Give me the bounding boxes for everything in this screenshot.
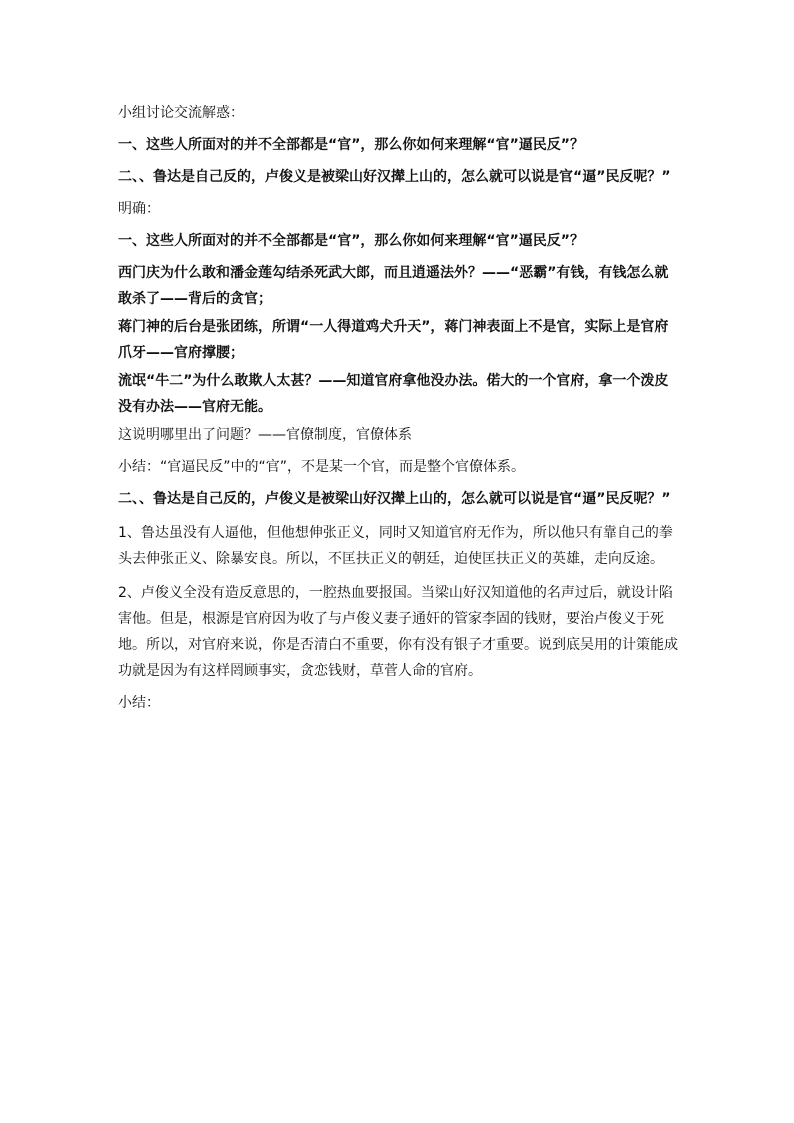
answer-two-paragraph-luda: 1、鲁达虽没有人逼他，但他想伸张正义，同时又知道官府无作为，所以他只有靠自己的拳头去伸张正义、除暴安良。所以，不匡扶正义的朝廷，迫使匡扶正义的英雄，走向反途。 bbox=[118, 525, 673, 567]
question-two: 二、、鲁达是自己反的，卢俊义是被梁山好汉撵上山的，怎么就可以说是官“逼”民反呢？” bbox=[118, 169, 671, 185]
answer-one-question: 一、这些人所面对的并不全部都是“官”，那么你如何来理解“官”逼民反”？ bbox=[118, 233, 585, 249]
answer-one-paragraph-jiang: 蒋门神的后台是张团练，所谓“一人得道鸡犬升天”，蒋门神表面上不是官，实际上是官府爪牙——官府撑腰； bbox=[118, 319, 669, 361]
answer-one-paragraph-problem: 这说明哪里出了问题？——官僚制度，官僚体系 bbox=[118, 427, 412, 443]
document-page bbox=[118, 100, 680, 716]
answer-one-paragraph-niuer: 流氓“牛二”为什么敢欺人太甚？——知道官府拿他没办法。偌大的一个官府，拿一个泼皮没有办法——官府无能。 bbox=[118, 373, 669, 415]
answer-one-paragraph-ximen: 西门庆为什么敢和潘金莲勾结杀死武大郎，而且逍遥法外？——“恶霸”有钱，有钱怎么就敢杀了——背后的贪官； bbox=[118, 265, 669, 307]
answer-one-summary: 小结：“官逼民反”中的“官”，不是某一个官，而是整个官僚体系。 bbox=[118, 459, 526, 475]
discussion-heading: 小组讨论交流解惑： bbox=[118, 105, 244, 121]
clarify-label: 明确： bbox=[118, 201, 160, 217]
answer-two-paragraph-lujunyi: 2、卢俊义全没有造反意思的，一腔热血要报国。当梁山好汉知道他的名声过后，就设计陷害他。但是，根源是官府因为收了与卢俊义妻子通奸的管家李固的钱财，要治卢俊义于死地。所以，对官府来说，你是否清白不重要，你有没有银子才重要。说到底吴用的计策能成功就是因为有这样罔顾事实，贪恋钱财，草菅人命的官府。 bbox=[118, 585, 678, 679]
answer-two-summary: 小结： bbox=[118, 695, 160, 711]
question-one: 一、这些人所面对的并不全部都是“官”，那么你如何来理解“官”逼民反”？ bbox=[118, 137, 585, 153]
answer-two-question: 二、、鲁达是自己反的，卢俊义是被梁山好汉撵上山的，怎么就可以说是官“逼”民反呢？” bbox=[118, 491, 671, 507]
